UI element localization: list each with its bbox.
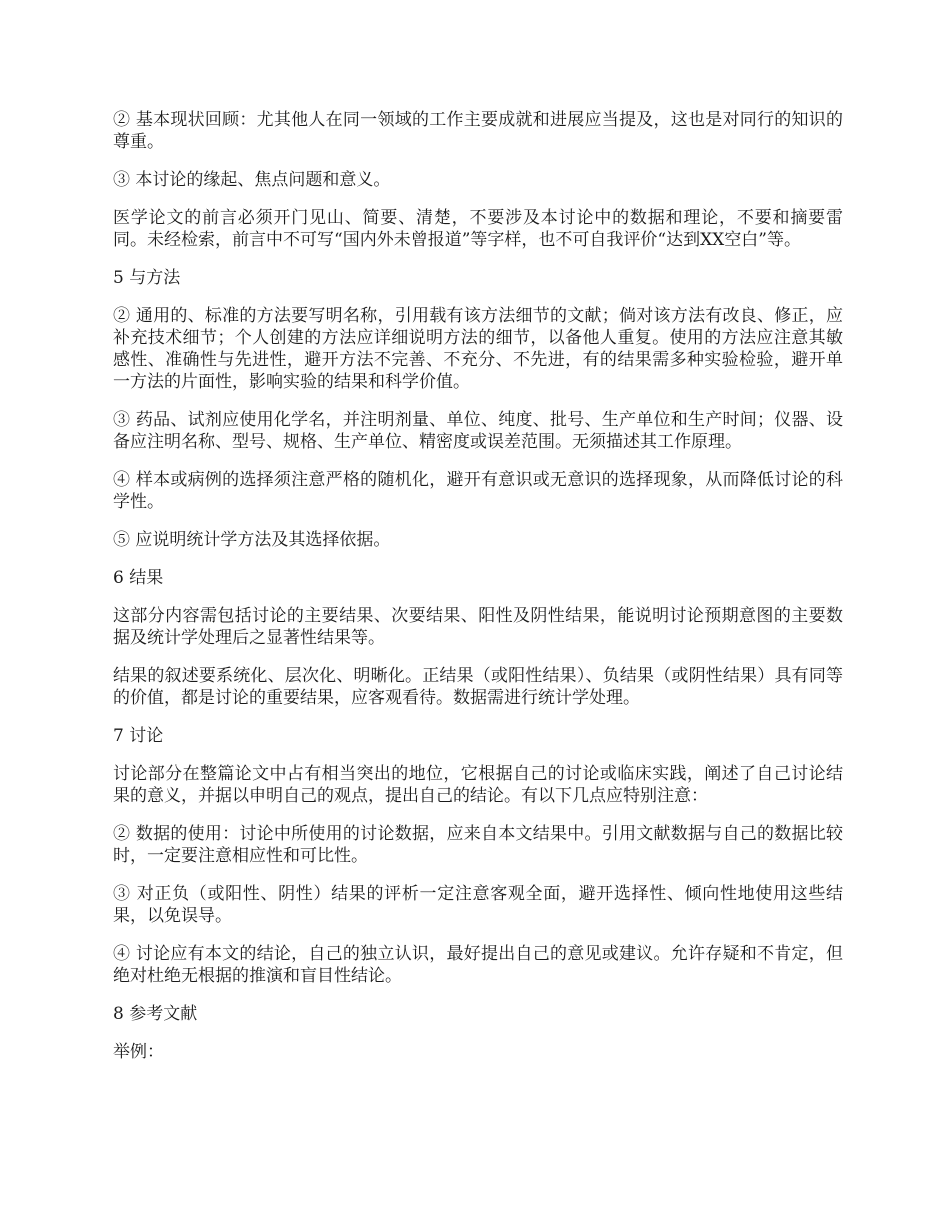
paragraph-existing-research-review: ② 基本现状回顾：尤其他人在同一领域的工作主要成就和进展应当提及，这也是对同行的知识的尊重。 xyxy=(113,110,843,152)
document-body xyxy=(113,109,843,1079)
paragraph-data-usage: ② 数据的使用：讨论中所使用的讨论数据，应来自本文结果中。引用文献数据与自己的数据比较时，一定要注意相应性和可比性。 xyxy=(113,824,843,866)
paragraph-discussion-role: 讨论部分在整篇论文中占有相当突出的地位，它根据自己的讨论或临床实践，阐述了自己讨论结果的意义，并据以申明自己的观点，提出自己的结论。有以下几点应特别注意： xyxy=(113,764,843,806)
paragraph-result-evaluation: ③ 对正负（或阳性、阴性）结果的评析一定注意客观全面，避开选择性、倾向性地使用这些结果，以免误导。 xyxy=(113,884,843,926)
paragraph-results-narration: 结果的叙述要系统化、层次化、明晰化。正结果（或阳性结果）、负结果（或阴性结果）具有同等的价值，都是讨论的重要结果，应客观看待。数据需进行统计学处理。 xyxy=(113,666,843,708)
paragraph-research-origin: ③ 本讨论的缘起、焦点问题和意义。 xyxy=(113,170,391,190)
paragraph-preface-requirements: 医学论文的前言必须开门见山、简要、清楚，不要涉及本讨论中的数据和理论，不要和摘要雷同。未经检索，前言中不可写“国内外未曾报道”等字样，也不可自我评价“达到XX空白”等。 xyxy=(113,208,843,250)
paragraph-methods-naming: ② 通用的、标准的方法要写明名称，引用载有该方法细节的文献；倘对该方法有改良、修正，应补充技术细节；个人创建的方法应详细说明方法的细节，以备他人重复。使用的方法应注意其敏感性、准确性与先进性，避开方法不完善、不充分、不先进，有的结果需多种实验检验，避开单一方法的片面性，影响实验的结果和科学价值。 xyxy=(113,306,843,392)
section-heading-results: 6 结果 xyxy=(113,568,164,588)
section-heading-discussion: 7 讨论 xyxy=(113,726,164,746)
paragraph-drugs-instruments: ③ 药品、试剂应使用化学名，并注明剂量、单位、纯度、批号、生产单位和生产时间；仪器、设备应注明名称、型号、规格、生产单位、精密度或误差范围。无须描述其工作原理。 xyxy=(113,410,843,452)
paragraph-sample-randomization: ④ 样本或病例的选择须注意严格的随机化，避开有意识或无意识的选择现象，从而降低讨论的科学性。 xyxy=(113,470,843,512)
paragraph-statistics-method: ⑤ 应说明统计学方法及其选择依据。 xyxy=(113,530,391,550)
section-heading-references: 8 参考文献 xyxy=(113,1004,198,1024)
paragraph-example: 举例： xyxy=(113,1042,164,1062)
section-heading-methods: 5 与方法 xyxy=(113,268,181,288)
paragraph-results-content: 这部分内容需包括讨论的主要结果、次要结果、阳性及阴性结果，能说明讨论预期意图的主要数据及统计学处理后之显著性结果等。 xyxy=(113,606,843,648)
paragraph-conclusion-advice: ④ 讨论应有本文的结论，自己的独立认识，最好提出自己的意见或建议。允许存疑和不肯定，但绝对杜绝无根据的推演和盲目性结论。 xyxy=(113,944,843,986)
